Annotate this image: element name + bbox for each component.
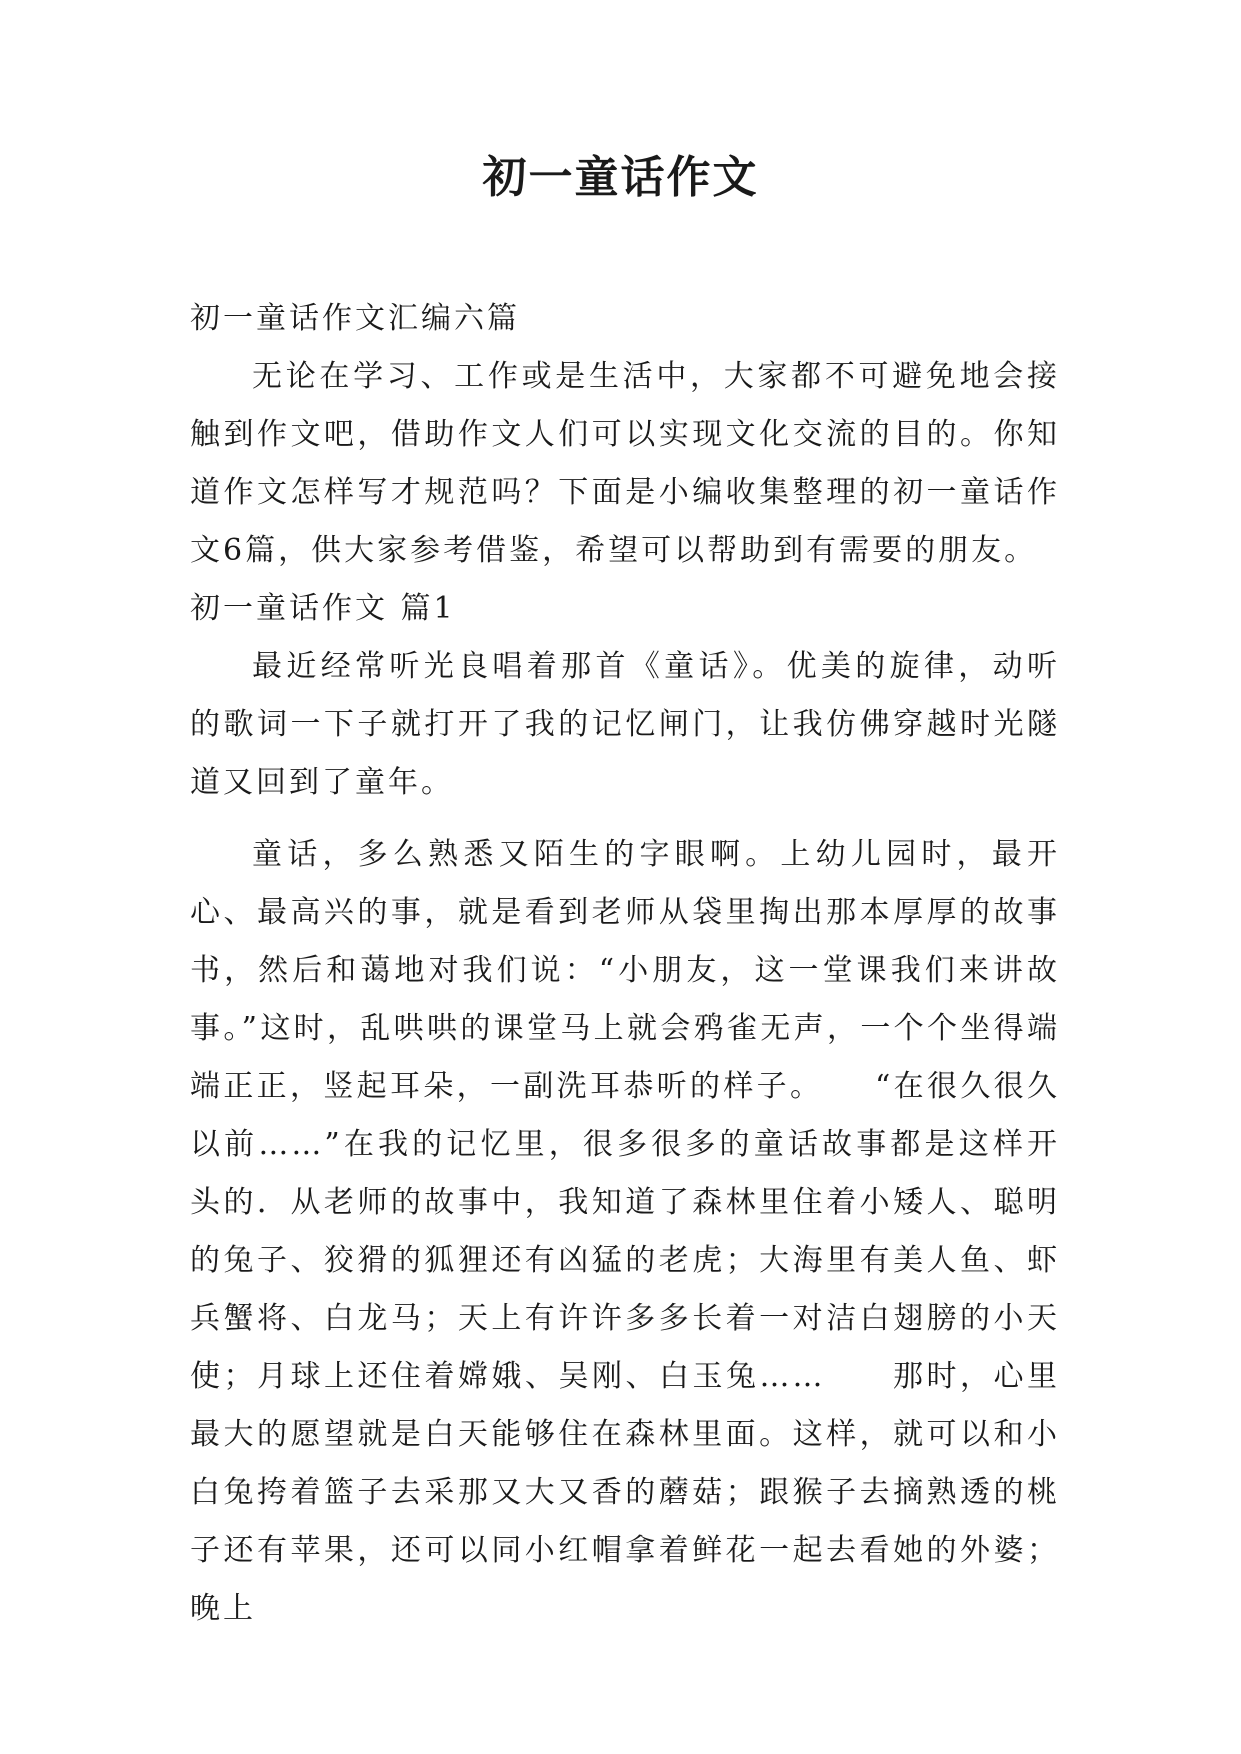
body-paragraph: 最近经常听光良唱着那首《童话》。优美的旋律，动听的歌词一下子就打开了我的记忆闸门，让我仿佛穿越时光隧道又回到了童年。 bbox=[190, 649, 1060, 800]
section-heading: 初一童话作文 篇1 bbox=[190, 591, 456, 626]
intro-paragraph: 无论在学习、工作或是生活中，大家都不可避免地会接触到作文吧，借助作文人们可以实现文化交流的目的。你知道作文怎样写才规范吗？下面是小编收集整理的初一童话作文6篇，供大家参考借鉴，希望可以帮助到有需要的朋友。 bbox=[190, 359, 1060, 568]
page-title: 初一童话作文 bbox=[482, 152, 759, 203]
document-subtitle: 初一童话作文汇编六篇 bbox=[190, 301, 520, 336]
body-paragraph: 童话，多么熟悉又陌生的字眼啊。上幼儿园时，最开心、最高兴的事，就是看到老师从袋里掏出那本厚厚的故事书，然后和蔼地对我们说：“小朋友，这一堂课我们来讲故事。”这时，乱哄哄的课堂马上就会鸦雀无声，一个个坐得端端正正，竖起耳朵，一副洗耳恭听的样子。 “在很久很久以前……”在我的记忆里，很多很多的童话故事都是这样开头的．从老师的故事中，我知道了森林里住着小矮人、聪明的兔子、狡猾的狐狸还有凶猛的老虎；大海里有美人鱼、虾兵蟹将、白龙马；天上有许许多多长着一对洁白翅膀的小天使；月球上还住着嫦娥、吴刚、白玉兔…… 那时，心里最大的愿望就是白天能够住在森林里面。这样，就可以和小白兔挎着篮子去采那又大又香的蘑菇；跟猴子去摘熟透的桃子还有苹果，还可以同小红帽拿着鲜花一起去看她的外婆；晚上 bbox=[190, 837, 1060, 1626]
document-body bbox=[190, 290, 1060, 1638]
